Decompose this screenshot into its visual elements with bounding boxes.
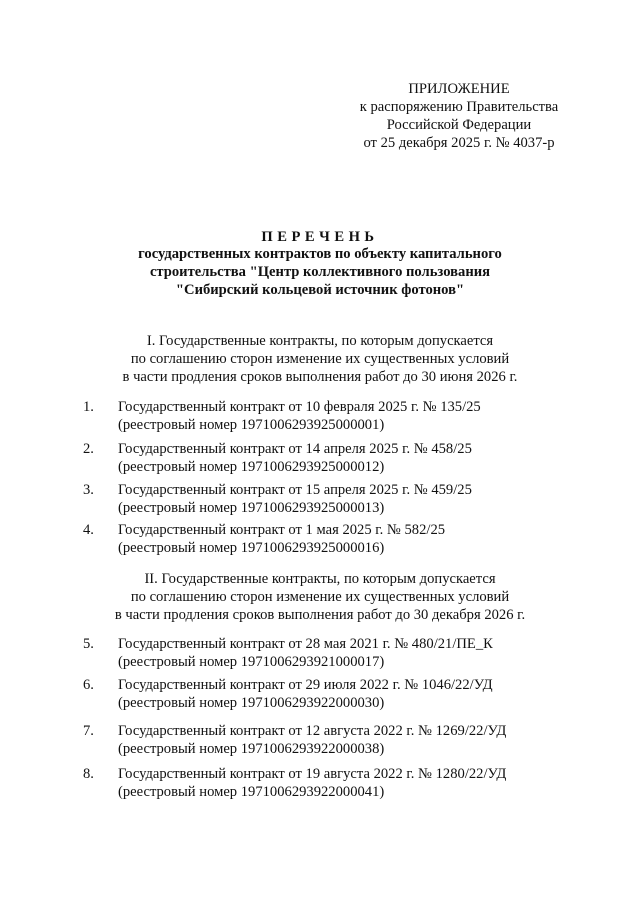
section-heading (0, 570, 640, 624)
section-heading (0, 332, 640, 386)
contract-text: Государственный контракт от 28 мая 2021 г. № 480/21/ПЕ_К (118, 636, 493, 652)
registry-number: (реестровый номер 1971006293925000012) (118, 459, 385, 475)
subtitle-line: строительства "Центр коллективного пользования (149, 264, 491, 280)
registry-number: (реестровый номер 1971006293925000016) (118, 540, 385, 556)
contract-text: Государственный контракт от 19 августа 2022 г. № 1280/22/УД (118, 766, 507, 782)
subtitle-line: государственных контрактов по объекту капитального (138, 246, 502, 262)
appendix-government: Российской Федерации (386, 117, 532, 133)
registry-number: (реестровый номер 1971006293922000030) (118, 695, 385, 711)
appendix-date-number: от 25 декабря 2025 г. № 4037-р (363, 135, 555, 151)
registry-number: (реестровый номер 1971006293925000001) (118, 417, 385, 433)
contract-text: Государственный контракт от 15 апреля 2025 г. № 459/25 (118, 482, 472, 498)
item-number: 8. (83, 766, 94, 782)
section-heading-line: в части продления сроков выполнения работ до 30 декабря 2026 г. (114, 607, 526, 623)
contract-text: Государственный контракт от 10 февраля 2025 г. № 135/25 (118, 399, 481, 415)
registry-number: (реестровый номер 1971006293922000038) (118, 741, 385, 757)
item-number: 2. (83, 441, 94, 457)
appendix-order-ref: к распоряжению Правительства (359, 99, 559, 115)
contract-text: Государственный контракт от 12 августа 2022 г. № 1269/22/УД (118, 723, 507, 739)
item-number: 1. (83, 399, 94, 415)
registry-number: (реестровый номер 1971006293921000017) (118, 654, 385, 670)
contract-text: Государственный контракт от 29 июля 2022 г. № 1046/22/УД (118, 677, 493, 693)
appendix-label: ПРИЛОЖЕНИЕ (408, 81, 510, 97)
section-heading-line: в части продления сроков выполнения работ до 30 июня 2026 г. (122, 369, 518, 385)
section-heading-line: I. Государственные контракты, по которым допускается (146, 333, 494, 349)
item-number: 4. (83, 522, 94, 538)
section-heading-line: II. Государственные контракты, по которым допускается (144, 571, 496, 587)
item-number: 6. (83, 677, 94, 693)
item-number: 3. (83, 482, 94, 498)
appendix-block (300, 80, 618, 152)
registry-number: (реестровый номер 1971006293922000041) (118, 784, 385, 800)
registry-number: (реестровый номер 1971006293925000013) (118, 500, 385, 516)
section-heading-line: по соглашению сторон изменение их существенных условий (130, 589, 510, 605)
subtitle-line: "Сибирский кольцевой источник фотонов" (175, 282, 465, 298)
section-heading-line: по соглашению сторон изменение их существенных условий (130, 351, 510, 367)
document-subtitle (0, 245, 640, 299)
contract-text: Государственный контракт от 1 мая 2025 г. № 582/25 (118, 522, 446, 538)
contract-text: Государственный контракт от 14 апреля 2025 г. № 458/25 (118, 441, 472, 457)
item-number: 5. (83, 636, 94, 652)
item-number: 7. (83, 723, 94, 739)
document-title: ПЕРЕЧЕНЬ (261, 229, 379, 245)
